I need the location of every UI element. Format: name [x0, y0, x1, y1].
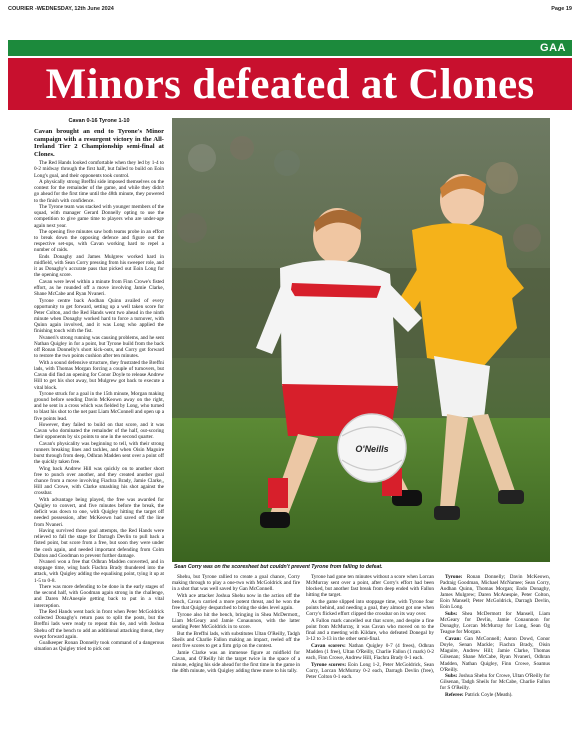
article-paragraph: [306, 643, 434, 661]
article-paragraph: [440, 692, 550, 698]
article-paragraph: As the game slipped into stoppage time, with Tyrone four points behind, and needing a goal, they almost got one when Corry's flicked effort clipped the crossbar on its way over.: [306, 598, 434, 618]
article-paragraph: Tyrone struck for a goal in the 15th minute, Morgan making ground before sending Davin McKeown away on the right, and he sent in a cross which was fielded by Long, who turned to blast his shot to the net past Liam McConnell and open up a five points lead.: [34, 391, 164, 422]
article-paragraph: Tyrone also hit the bench, bringing in Shea McDermott,, Liam McGeary and Jamie Conaunnon, with the latter sending Peter McGoldrick in to score.: [172, 611, 300, 630]
paragraph-label: Tyrone:: [445, 574, 463, 580]
article-paragraph: A physically strong Breffni side imposed themselves on the contest for the remainder of the game, and while they didn't go ahead for the first time until the 48th minute, they powered to the finish with confidence.: [34, 179, 164, 204]
article-paragraph: Tyrone had gone ten minutes without a score when Lorcan McMurray sent over a point, after Corry's effort had been blocked, but another fast break from deep ended with Fallon hitting the target.: [306, 574, 434, 599]
article-paragraph: With advantage being played, the free was awarded for Quigley to convert, and five minutes before the break, the deficit was down to one, with Quigley hitting the target off needed possession, after McKeown had saved off the line from Nvaneri.: [34, 497, 164, 528]
article-paragraph: [440, 673, 550, 691]
paragraph-label: Cavan scorers:: [311, 642, 346, 649]
article-paragraph: However, they failed to build on that score, and it was Cavan who dominated the remainder of the half, out-scoring their opponents by six points to one in the second quarter.: [34, 422, 164, 441]
article-paragraph: Cavan's physicality was beginning to tell, with their strong runners breaking lines and tackles, and when Oisin Maguire burst through from deep, Odhran Madden sent over a point off the quickly taken free.: [34, 441, 164, 466]
article-paragraph: Ends Donaghy and James Mulgrew worked hard in midfield, with Sean Corry pressing from his sweeper role, and it as Donaghy's accurate pass that picked out Eoin Long for the opening score.: [34, 254, 164, 279]
article-paragraph: Having survived those goal attempts, the Red Hands were relieved to fall the stage for Darragh Devlin to pull back a fisted point, but score from a free, but soon they were under the cosh again, and needed important defending from Colm Dalton and Goodman to prevent further damage.: [34, 528, 164, 559]
paragraph-label: Tyrone scorers:: [311, 661, 347, 668]
article-body: [34, 160, 164, 652]
article-paragraph: [440, 636, 550, 673]
article-paragraph: The Red Hands went back in front when Peter McGoldrick collected Donaghy's return pass to split the posts, but the Breffni lads were ready to repeat this tie, and with Joshua Shehu off the bench to add an additional attacking threat, they swept forward again.: [34, 609, 164, 640]
article-paragraph: With ace attacker Joshua Shehu now in the action off the bench, Cavan carried a more potent threat, and he won the free that Quigley despatched to bring the sides level again.: [172, 592, 300, 612]
paragraph-text: Patrick Coyle (Meath).: [463, 692, 513, 699]
match-photo: [172, 118, 550, 562]
page-header: [8, 4, 572, 14]
article-paragraph: Wing back Andrew Hill was quickly on to another short free to punch over another, and they created another goal chance from a move involving Fiachra Brady, Jamie Clarke,, Hill and Crowe, with Clarke smashing his shot against the crossbar.: [34, 466, 164, 497]
article-paragraph: Jamie Clarke was an immense figure at midfield for Cavan, and O'Reilly hit the target twice in the space of a minute, edging his side ahead for the first time in the game in the 48th minute, with Quigley adding three more to his tally.: [172, 649, 300, 674]
headline: Minors defeated at Clones: [45, 60, 535, 108]
paragraph-text: Ronan Donnelly; Davin McKeown, Padraig Goodman, Michael McNamee; Sean Corry, Aodhan Quinn, Thomas Morgan; Endo Donaghy, James Mulgrew; Daren McAnespie, Peter Colton, Eoin Mansell; Peter McGoldrick, Darragh Devlin, Eoin Long.: [440, 574, 550, 611]
article-paragraph: Goalkeeper Ronan Donnelly took command of a dangerous situation as Quigley tried to pick out: [34, 640, 164, 653]
article-column-4: [440, 574, 550, 730]
article-paragraph: [306, 662, 434, 680]
paragraph-text: Eoin Long 1-2, Peter McGoldrick, Sean Corry, Lorcan McMurray 0-2 each, Darragh Devlin (free), Peter Colton 0-1 each.: [306, 661, 434, 680]
article-paragraph: There was more defending to be done in the early stages of the second half, with Goodman again strong in the challenge, and Daren McAnespie getting back to put in a vital interception.: [34, 584, 164, 609]
paragraph-text: Gan McConnell; Aaron Dowd, Conor Doyle, Senan Mackle; Fiachra Brady, Oisin Maguire, Andrew Hill; Jamie Clarke, Thomas Gilsenan; Shane McCabe, Ryan Nvaneri, Odhran Madden, Nathan Quigley, Finn Crowe, Soamus O'Reilly.: [440, 636, 550, 673]
publication-date: COURIER -WEDNESDAY, 12th June 2024: [8, 6, 114, 12]
article-paragraph: Tyrone centre back Aodhan Quinn availed of every opportunity to get forward, setting up a well taken score for Peter Colton, and the Red Hands went two ahead in the ninth minute when Donaghy worked hard to force a turnover, with Quinn again involved, and it was Long who applied the finishing touch with the fist.: [34, 298, 164, 335]
section-label: GAA: [540, 42, 566, 54]
article-paragraph: Nvaneri won a free that Odhran Madden converted, and in stoppage time, wing back Fiachra Brady thundered into the attack, with Quigley adding the equalising point, tying it up at 1-5 to 0-8.: [34, 559, 164, 584]
paragraph-text: Joshua Shehu for Crowe, Ultan O'Reilly for Gilsenan, Tadgh Sheils for McCabe, Charlie Fallon for S O'Reilly.: [440, 673, 550, 692]
article-column-2: [172, 574, 300, 730]
result-line: Cavan 0-16 Tyrone 1-10: [68, 118, 130, 124]
article-paragraph: The Tyrone team was stacked with younger members of the squad, with manager Gerard Donnelly opting to use the competition to give game time to players who are under-age again next year.: [34, 204, 164, 229]
article-column-1: [34, 128, 164, 730]
photo-caption: Sean Corry was on the scoresheet but couldn't prevent Tyrone from falling to defeat.: [174, 564, 383, 570]
article-paragraph: Nvaneri's strong running was causing problems, and he sent Nathan Quigley in for a point, but Tyrone build from the back off Ronan Donnelly's short kick-outs, and Corry got forward to restore the two points cushion after ten minutes.: [34, 335, 164, 360]
article-paragraph: With a sound defensive structure, they frustrated the Breffni lads, with Thomas Morgan forcing a couple of turnovers, but Cavan did find an opening for Conor Doyle to release Andrew Hill to get his shot away, but Mulgrew got back to execute a vital block.: [34, 360, 164, 391]
paragraph-label: Subs:: [445, 611, 458, 618]
paragraph-label: Subs:: [445, 673, 458, 680]
article-paragraph: Shehu, but Tyrone rallied to create a goal chance, Corry making through to play a one-two with McGoldrick and fire in a shot that was well saved by Gan McConnell.: [172, 574, 300, 593]
article-column-3: [306, 574, 434, 730]
paragraph-label: Referee:: [445, 692, 464, 699]
section-banner: [8, 40, 572, 56]
paragraph-text: Shea McDermott for Mansell, Liam McGeary for Devlin, Jamie Conaunnon for Donaghy, Lorcan McMurray for Long, Sean Og Teague for Morgan.: [440, 611, 550, 636]
paragraph-text: Nathan Quigley 0-7 (4 frees), Odhran Madden (1 free), Ultan O'Reilly, Charlie Fallon (1 mark) 0-2 each, Finn Crowe, Andrew Hill, Fiachra Brady 0-1 each.: [306, 642, 434, 661]
article-paragraph: Cavan were level within a minute from Finn Crowe's fisted effort, as he rounded off a move involving Jamie Clarke, Shane McCabe and Ryan Nvaneri.: [34, 279, 164, 298]
headline-banner: [8, 58, 572, 110]
article-intro: Cavan brought an end to Tyrone's Minor campaign with a resurgent victory in the All-Ireland Tier 2 Championship semi-final at Clones.: [34, 128, 164, 158]
article-paragraph: A Fallon mark cancelled out that score, and despite a fine point from McMurray, it was Cavan who moved on to the final and a meeting with Kildare, who defeated Donegal by 3-12 to 3-13 in the other semi-final.: [306, 617, 434, 643]
article-paragraph: The Red Hands looked comfortable when they led by 1-4 to 0-2 midway through the first half, but failed to build on Eoin Long's goal, and their opponents took control.: [34, 160, 164, 179]
page-number: Page 19: [551, 6, 572, 12]
article-paragraph: [440, 574, 550, 611]
article-paragraph: [440, 611, 550, 635]
ball-brand: O'Neills: [355, 444, 389, 454]
paragraph-label: Cavan:: [445, 636, 462, 643]
article-paragraph: The opening five minutes saw both teams probe in an effort to break down the opposing defence and figure out the respective set-ups, with Cavan working hard to repel a number of raids.: [34, 229, 164, 254]
article-paragraph: But the Breffni lads, with substitutes Ultan O'Reilly, Tadgh Sheils and Charlie Fallon making an impact, reeled off the next five scores to get a firm grip on the contest.: [172, 630, 300, 649]
